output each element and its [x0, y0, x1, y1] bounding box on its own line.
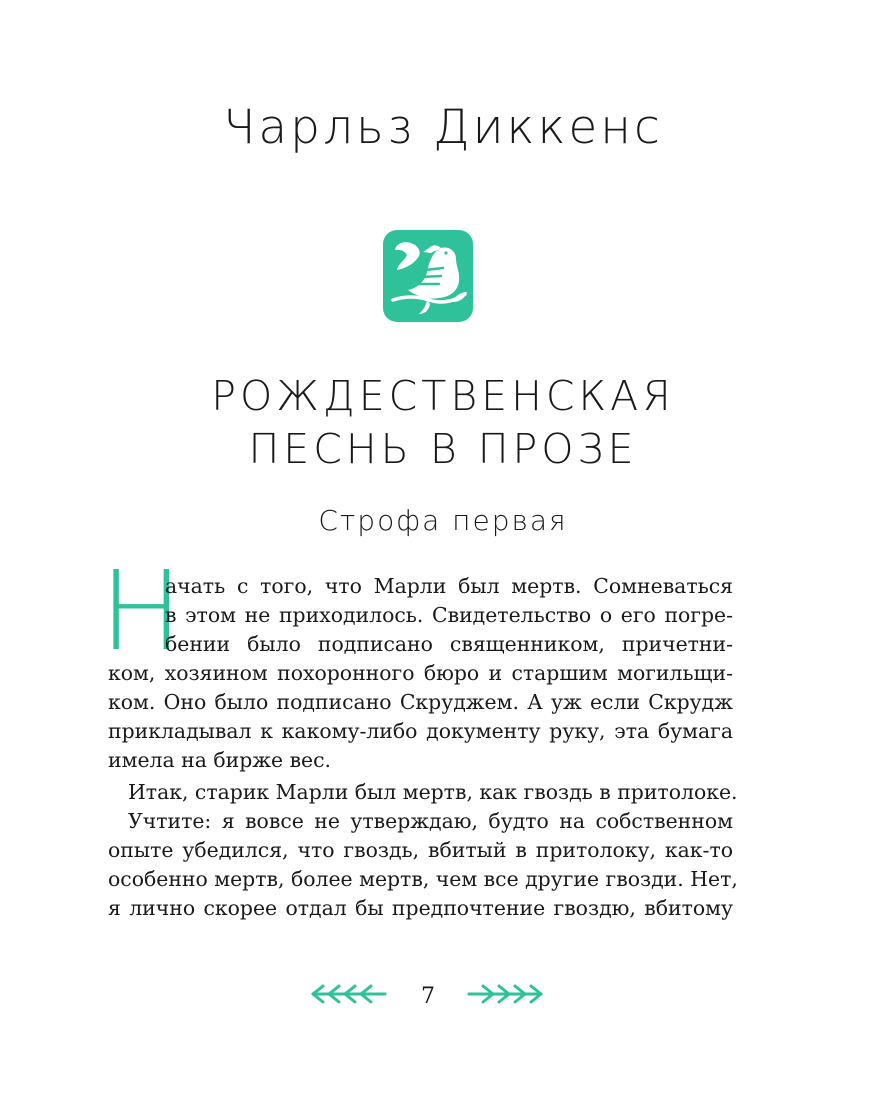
text-line: Итак, старик Марли был мертв, как гвоздь в притолоке.	[128, 780, 738, 804]
fir-branch-icon	[465, 981, 545, 1007]
stanza-heading: Строфа первая	[318, 504, 568, 537]
text-line: особенно мертв, более мертв, чем все другие гвозди. Нет,	[108, 867, 738, 891]
book-title-line-1: РОЖДЕСТВЕНСКАЯ	[211, 372, 675, 420]
text-line: бении было подписано священником, причетни-	[165, 632, 733, 656]
text-line: прикладывал к какому-либо документу руку, эта бумага	[108, 719, 733, 743]
text-line: я лично скорее отдал бы предпочтение гвоздю, вбитому	[108, 896, 733, 920]
text-line: ком. Оно было подписано Скруджем. А уж если Скрудж	[108, 690, 733, 714]
text-line: опыте убедился, что гвоздь, вбитый в притолоку, как-то	[108, 838, 733, 862]
text-line: имела на бирже вес.	[108, 748, 332, 772]
bird-on-branch-icon	[383, 230, 473, 322]
text-line: в этом не приходилось. Свидетельство о его погре-	[165, 603, 733, 627]
text-line: Учтите: я вовсе не утверждаю, будто на собственном	[128, 809, 733, 833]
text-line: ком, хозяином похоронного бюро и старшим могильщи-	[108, 661, 733, 685]
text-line: ачать с того, что Марли был мертв. Сомневаться	[165, 574, 733, 598]
book-title-line-2: ПЕСНЬ В ПРОЗЕ	[248, 425, 638, 473]
author-name: Чарльз Диккенс	[223, 100, 663, 155]
fir-branch-icon	[309, 981, 389, 1007]
drop-cap: Н	[100, 547, 183, 675]
page-number: 7	[421, 984, 435, 1009]
